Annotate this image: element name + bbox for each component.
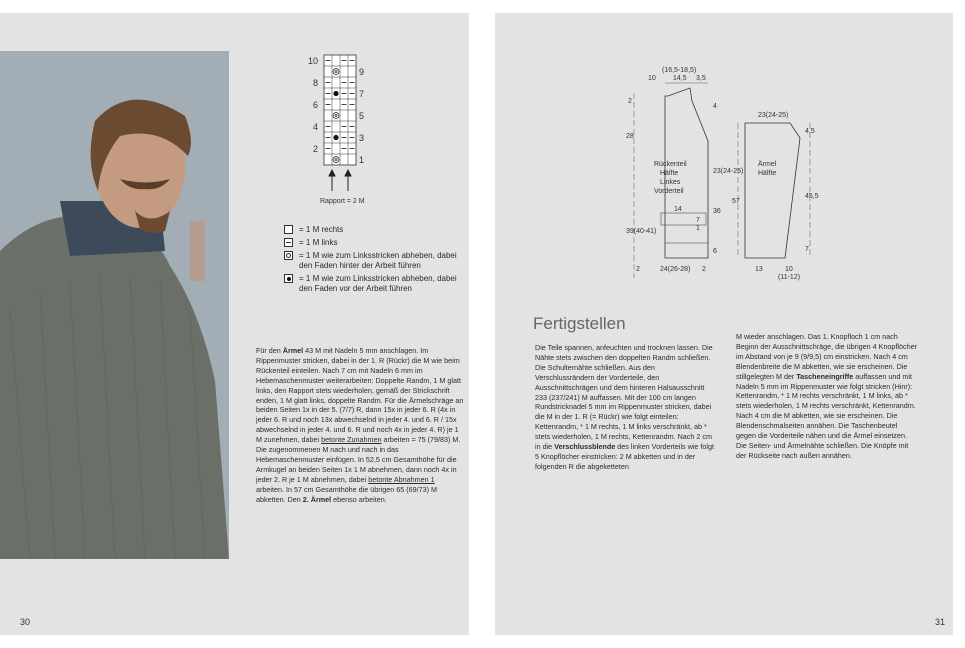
svg-text:6: 6 [313, 100, 319, 110]
svg-text:Rückenteil: Rückenteil [654, 161, 687, 168]
slip-back-symbol-icon [284, 251, 293, 260]
right-page [495, 13, 953, 635]
knit-symbol-icon [284, 225, 293, 234]
svg-text:2: 2 [636, 266, 640, 273]
svg-text:8: 8 [313, 78, 319, 88]
stitch-chart [300, 53, 380, 223]
svg-text:2: 2 [702, 266, 706, 273]
svg-text:7: 7 [696, 217, 700, 224]
purl-symbol-icon [284, 238, 293, 247]
legend-item-knit: = 1 M rechts [284, 225, 464, 235]
svg-text:4,5: 4,5 [805, 128, 815, 135]
finishing-column-1: Die Teile spannen, anfeuchten und trocknen lassen. Die Nähte stets zwischen den doppelten Randm schließen. Die Schulternähte schließen. Aus den Verschlussrändern der Vorderteile, den Ausschnittschrägen und dem hinteren Halsausschnitt 233 (237/241) M auffassen. Mit der 100 cm langen Rundstricknadel 5 mm im Rippenmuster stricken, dabei die M in der 1. R (= Rückr) wie folgt einteilen: Kettenrandm, * 1 M rechts, 1 M links verschränkt, ab * stets wiederholen, 1 M rechts, Kettenrandm. Nach 2 cm in die Verschlussblende des linken Vorderteils wie folgt 5 Knopflöcher einstricken: 2 M abketten und in der folgenden R die abgeketteten [535, 343, 714, 471]
svg-text:14,5: 14,5 [673, 75, 687, 82]
section-heading: Fertigstellen [533, 314, 626, 333]
sweater-schematic [620, 63, 830, 293]
svg-text:3: 3 [359, 133, 365, 143]
legend-item-slip-front: = 1 M wie zum Linksstricken abheben, dabei den Faden vor der Arbeit führen [284, 274, 464, 294]
chart-legend [284, 225, 464, 297]
svg-text:2: 2 [313, 144, 319, 154]
svg-text:45,5: 45,5 [805, 193, 819, 200]
svg-text:6: 6 [713, 248, 717, 255]
svg-text:57: 57 [732, 198, 740, 205]
svg-text:5: 5 [359, 111, 365, 121]
svg-text:28: 28 [626, 133, 634, 140]
svg-text:Vorderteil: Vorderteil [654, 188, 684, 195]
svg-text:10: 10 [308, 56, 319, 66]
legend-item-purl: = 1 M links [284, 238, 464, 248]
svg-text:Hälfte: Hälfte [758, 170, 777, 177]
svg-text:Hälfte: Hälfte [660, 170, 679, 177]
svg-text:39(40-41): 39(40-41) [626, 228, 657, 235]
svg-text:(16,5-18,5): (16,5-18,5) [662, 67, 697, 74]
model-photo [0, 51, 229, 559]
svg-text:9: 9 [359, 67, 365, 77]
svg-text:3,5: 3,5 [696, 75, 706, 82]
svg-text:7: 7 [805, 246, 809, 253]
svg-text:24(26-28): 24(26-28) [660, 266, 691, 273]
svg-text:(11-12): (11-12) [778, 274, 801, 281]
svg-text:36: 36 [713, 208, 721, 215]
svg-text:23(24-25): 23(24-25) [713, 168, 744, 175]
svg-text:14: 14 [674, 206, 682, 213]
svg-text:Ärmel: Ärmel [758, 161, 777, 168]
svg-text:1: 1 [359, 155, 365, 165]
page-number-right: 31 [934, 617, 945, 627]
svg-text:13: 13 [755, 266, 763, 273]
photo-illustration [0, 51, 229, 559]
left-page [0, 13, 469, 635]
slip-front-symbol-icon [284, 274, 293, 283]
sleeve-instructions: Für den Ärmel 43 M mit Nadeln 5 mm anschlagen. Im Rippenmuster stricken, dabei in der 1. R (Rückr) die M wie beim Rückenteil einteilen. Nach 7 cm mit Nadeln 6 mm im Hebemaschenmuster weiterarbeiten: Doppelte Randm, 1 M glatt links, den Rapport stets wiederholen, gemäß der Strickschrift enden, 1 M glatt links, doppelte Randm. Für die Ärmelschräge an beiden Seiten 1x in der 5. (7/7) R, dann 15x in jeder 6. R (4x in jeder 6. R und noch 13x abwechselnd in jeder 4. und 6. R / 15x abwechselnd in jeder 4. und 6. R und noch 4x in jeder 4. R) je 1 M zunehmen, dabei betonte Zunahmen arbeiten = 75 (79/83) M. Die zugenommenen M nach und nach in das Hebemaschenmuster einfügen. In 52,5 cm Gesamthöhe für die Armkugel an beiden Seiten 1x 1 M abnehmen, dann noch 4x in jeder 2. R je 1 M abnehmen, dabei betonte Abnahmen 1 arbeiten. In 57 cm Gesamthöhe die übrigen 65 (69/73) M abketten. Den 2. Ärmel ebenso arbeiten. [256, 346, 464, 504]
finishing-column-2: M wieder anschlagen. Das 1. Knopfloch 1 cm nach Beginn der Ausschnittschräge, die übrigen 4 Knopflöcher im Abstand von je 9 (9/9,5) cm einstricken. Nach 4 cm Blendenbreite die M abketten, wie sie erscheinen. Die stillgelegten M der Tascheneingriffe auffassen und mit Nadeln 5 mm im Rippenmuster wie folgt stricken (Hinr): Kettenrandm, * 1 M rechts verschränkt, 1 M links, ab * stets wiederholen, 1 M rechts verschränkt, Kettenrandm. Nach 4 cm die M abketten, wie sie erscheinen. Die Blendenschmalseiten annähen. Die Taschenbeutel gegen die Vorderteile nähen und die Ärmel einsetzen. Die Seiten- und Ärmelnähte schließen. Die Knöpfe mit der Rückseite nach außen annähen. [736, 332, 918, 460]
svg-text:2: 2 [628, 98, 632, 105]
svg-text:7: 7 [359, 89, 365, 99]
svg-text:4: 4 [713, 103, 717, 110]
svg-text:1: 1 [696, 225, 700, 232]
page-number-left: 30 [20, 617, 31, 627]
legend-item-slip-back: = 1 M wie zum Linksstricken abheben, dabei den Faden hinter der Arbeit führen [284, 251, 464, 271]
svg-text:4: 4 [313, 122, 319, 132]
svg-text:Rapport = 2 M: Rapport = 2 M [320, 198, 365, 205]
svg-text:10: 10 [648, 75, 656, 82]
svg-text:10: 10 [785, 266, 793, 273]
svg-text:23(24-25): 23(24-25) [758, 112, 789, 119]
svg-text:Linkes: Linkes [660, 179, 681, 186]
